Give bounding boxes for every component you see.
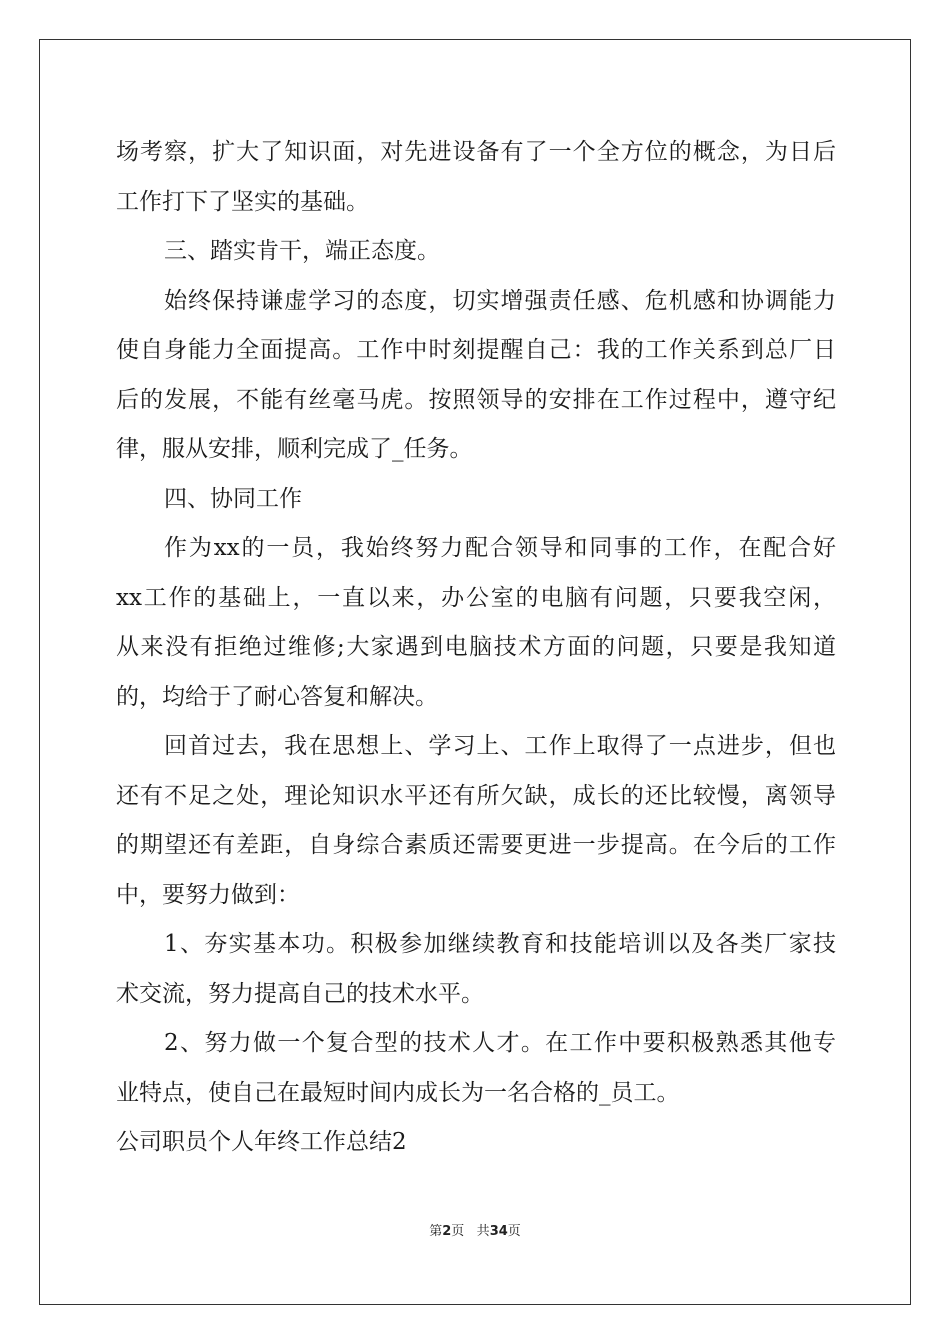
text-line-12: 的，均给于了耐心答复和解决。 xyxy=(116,683,438,710)
footer-total-pages: 34 xyxy=(489,1224,508,1239)
text-line-1: 场考察，扩大了知识面，对先进设备有了一个全方位的概念，为日后 xyxy=(116,139,836,165)
list-item-2-cont: 业特点，使自己在最短时间内成长为一名合格的_员工。 xyxy=(116,1079,680,1106)
footer-page-prefix: 第 xyxy=(429,1224,443,1239)
footer-total-prefix: 共 xyxy=(476,1224,490,1239)
footer-page-number: 2 xyxy=(442,1224,452,1239)
text-line-7: 律，服从安排，顺利完成了_任务。 xyxy=(116,436,473,462)
text-line-15: 的期望还有差距，自身综合素质还需要更进一步提高。在今后的工作 xyxy=(116,832,836,858)
text-line-4: 始终保持谦虚学习的态度，切实增强责任感、危机感和协调能力 xyxy=(164,287,836,314)
text-line-6: 后的发展，不能有丝毫马虎。按照领导的安排在工作过程中，遵守纪 xyxy=(116,386,836,413)
footer-page-suffix: 页 xyxy=(451,1224,465,1239)
list-item-2: 2、努力做一个复合型的技术人才。在工作中要积极熟悉其他专 xyxy=(164,1030,836,1056)
text-line-2: 工作打下了坚实的基础。 xyxy=(116,188,369,215)
text-line-11: 从来没有拒绝过维修;大家遇到电脑技术方面的问题，只要是我知道 xyxy=(116,634,836,660)
text-line-13: 回首过去，我在思想上、学习上、工作上取得了一点进步，但也 xyxy=(164,733,836,759)
list-item-1: 1、夯实基本功。积极参加继续教育和技能培训以及各类厂家技 xyxy=(164,931,836,957)
footer-total-suffix: 页 xyxy=(507,1224,521,1239)
text-line-5: 使自身能力全面提高。工作中时刻提醒自己：我的工作关系到总厂日 xyxy=(116,337,836,363)
next-article-title: 公司职员个人年终工作总结2 xyxy=(116,1129,407,1155)
text-line-14: 还有不足之处，理论知识水平还有所欠缺，成长的还比较慢，离领导 xyxy=(116,782,836,809)
text-line-9: 作为xx的一员，我始终努力配合领导和同事的工作，在配合好 xyxy=(164,535,836,561)
section-heading-3: 三、踏实肯干，端正态度。 xyxy=(164,238,440,264)
text-line-10: xx工作的基础上，一直以来，办公室的电脑有问题，只要我空闲， xyxy=(116,584,836,611)
section-heading-4: 四、协同工作 xyxy=(164,485,302,512)
page-footer xyxy=(0,1220,950,1239)
text-line-16: 中，要努力做到： xyxy=(116,881,300,908)
document-body xyxy=(116,128,836,1168)
list-item-1-cont: 术交流，努力提高自己的技术水平。 xyxy=(116,980,484,1007)
